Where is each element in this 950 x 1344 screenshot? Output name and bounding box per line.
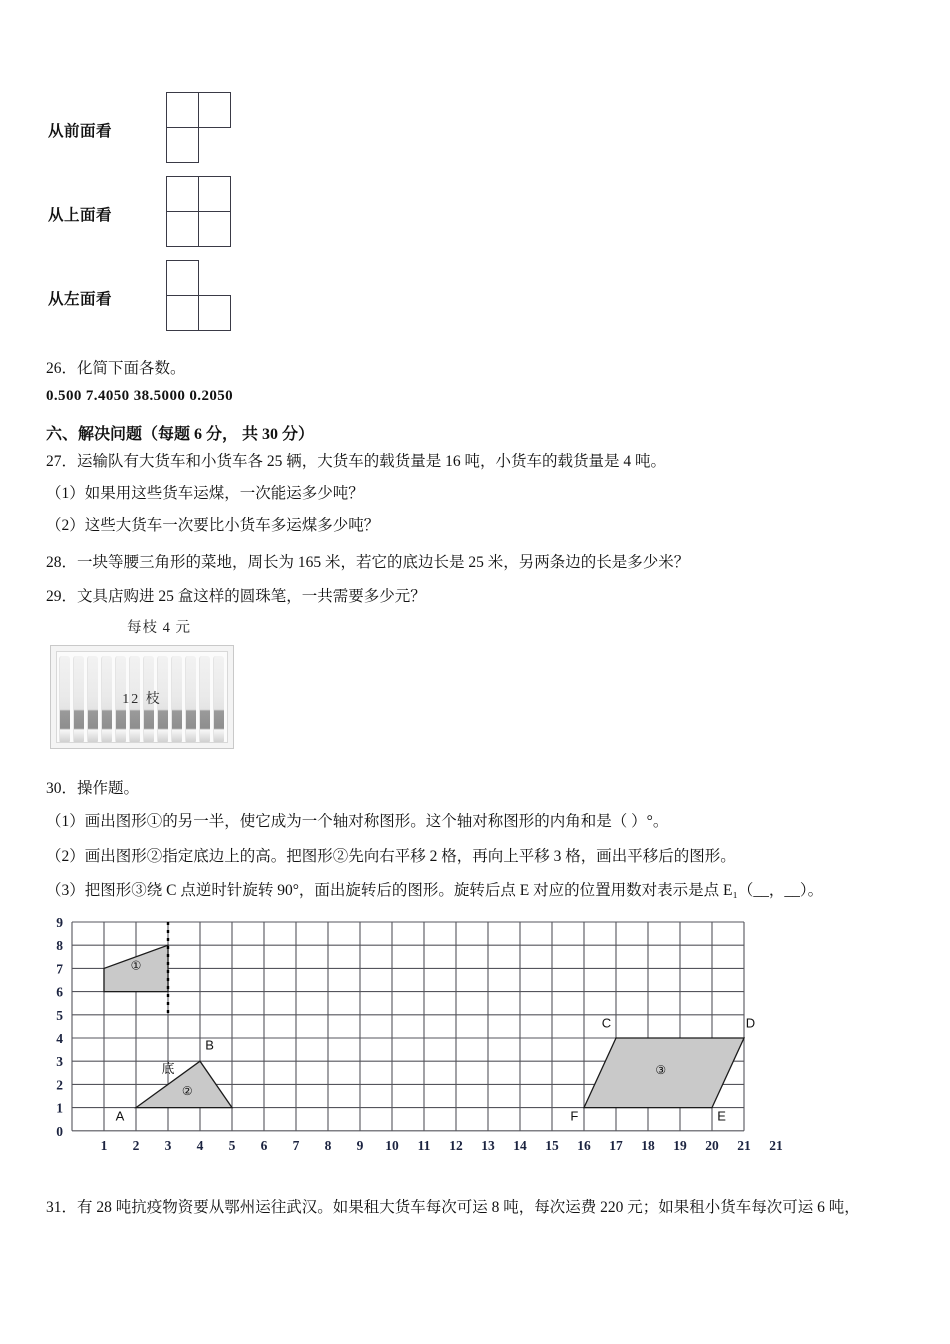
grid-y-tick-8: 8	[56, 938, 63, 954]
grid-shape-label-3: ③	[655, 1062, 667, 1077]
top-cell-tr	[198, 176, 231, 212]
question-29-stem: 29．文具店购进 25 盒这样的圆珠笔，一共需要多少元？	[46, 588, 426, 605]
grid-point-label-4: D	[745, 1015, 756, 1031]
grid-x-tick-4: 5	[228, 1137, 236, 1153]
grid-y-tick-3: 3	[56, 1054, 63, 1070]
grid-x-tick-21: 21	[769, 1137, 783, 1153]
grid-y-tick-0: 0	[56, 1123, 63, 1139]
pen-box-figure	[50, 616, 250, 749]
grid-shape-label-1: ①	[130, 958, 142, 973]
front-cell-tl	[166, 92, 199, 128]
front-cell-tr	[198, 92, 231, 128]
grid-x-tick-3: 4	[196, 1137, 204, 1153]
grid-point-label-0: A	[115, 1108, 125, 1124]
grid-x-tick-1: 2	[132, 1137, 140, 1153]
left-view-label: 从左面看	[48, 291, 113, 308]
pen-box-inner	[56, 651, 228, 743]
top-cell-br	[198, 211, 231, 247]
grid-x-tick-19: 20	[705, 1137, 719, 1153]
grid-x-tick-10: 11	[417, 1137, 431, 1153]
left-view-row	[48, 256, 368, 340]
question-30-part-1: （1）画出图形①的另一半，使它成为一个轴对称图形。这个轴对称图形的内角和是（ ）°。	[46, 813, 669, 830]
grid-y-tick-4: 4	[56, 1031, 63, 1046]
grid-x-tick-17: 18	[641, 1137, 655, 1153]
grid-x-tick-16: 17	[609, 1137, 623, 1153]
top-cell-bl	[166, 211, 199, 247]
question-31-stem: 31．有 28 吨抗疫物资要从鄂州运往武汉。如果租大货车每次可运 8 吨，每次运费 220 元；如果租小货车每次可运 6 吨，	[46, 1199, 860, 1216]
question-27-part-2: （2）这些大货车一次要比小货车多运煤多少吨？	[46, 517, 380, 534]
pen-price-label: 每枝 4 元	[127, 620, 191, 636]
grid-x-tick-9: 10	[385, 1137, 399, 1153]
grid-x-tick-14: 15	[545, 1137, 559, 1153]
left-cell-tl	[166, 260, 199, 296]
grid-x-tick-15: 16	[577, 1137, 591, 1153]
top-view-shape	[166, 172, 286, 256]
grid-x-tick-20: 21	[737, 1137, 751, 1153]
coordinate-grid-figure	[42, 908, 802, 1158]
grid-point-label-1: B	[205, 1037, 214, 1053]
grid-y-tick-5: 5	[56, 1007, 63, 1023]
front-view-label: 从前面看	[48, 123, 113, 140]
grid-y-tick-6: 6	[56, 984, 63, 1000]
question-30-part-2: （2）画出图形②指定底边上的高。把图形②先向右平移 2 格，再向上平移 3 格，画出平移后的图形。	[46, 848, 736, 865]
pen-box	[50, 645, 234, 749]
grid-x-tick-6: 7	[292, 1137, 300, 1153]
grid-y-tick-1: 1	[56, 1100, 63, 1116]
grid-x-tick-5: 6	[260, 1137, 268, 1153]
three-views-figure	[48, 88, 368, 340]
grid-x-tick-2: 3	[164, 1137, 172, 1153]
grid-y-tick-7: 7	[56, 961, 63, 977]
front-cell-bl	[166, 127, 199, 163]
section-6-heading: 六、解决问题（每题 6 分， 共 30 分）	[46, 426, 315, 443]
grid-x-tick-8: 9	[356, 1137, 364, 1153]
top-view-label: 从上面看	[48, 207, 113, 224]
grid-x-tick-12: 13	[481, 1137, 495, 1153]
grid-x-tick-11: 12	[449, 1137, 463, 1153]
pen-count-label: 12 枝	[122, 692, 162, 707]
left-view-shape	[166, 256, 286, 340]
coordinate-grid-svg	[42, 908, 802, 1158]
question-28-stem: 28．一块等腰三角形的菜地，周长为 165 米，若它的底边长是 25 米，另两条边的长是多少米？	[46, 554, 690, 571]
grid-x-tick-13: 14	[513, 1137, 527, 1153]
question-30-part-3: （3）把图形③绕 C 点逆时针旋转 90°，面出旋转后的图形。旋转后点 E 对应的位置用数对表示是点 E₁（__，__）。	[46, 882, 824, 899]
grid-point-label-2: 底	[161, 1060, 175, 1076]
left-cell-bl	[166, 295, 199, 331]
front-view-shape	[166, 88, 286, 172]
grid-y-tick-2: 2	[56, 1077, 63, 1093]
grid-x-tick-7: 8	[324, 1137, 332, 1153]
question-26-numbers: 0.500 7.4050 38.5000 0.2050	[46, 388, 234, 404]
top-view-row	[48, 172, 368, 256]
grid-shape-label-2: ②	[181, 1083, 193, 1098]
grid-point-label-3: C	[601, 1015, 612, 1031]
question-26-stem: 26．化简下面各数。	[46, 360, 186, 377]
question-30-stem: 30．操作题。	[46, 780, 140, 797]
grid-point-label-5: E	[717, 1108, 726, 1124]
left-cell-br	[198, 295, 231, 331]
grid-x-tick-18: 19	[673, 1137, 687, 1153]
question-27-part-1: （1）如果用这些货车运煤，一次能运多少吨？	[46, 485, 364, 502]
question-27-stem: 27．运输队有大货车和小货车各 25 辆，大货车的载货量是 16 吨，小货车的载货量是 4 吨。	[46, 453, 667, 470]
grid-point-label-6: F	[570, 1108, 579, 1124]
front-view-row	[48, 88, 368, 172]
grid-x-tick-0: 1	[100, 1137, 108, 1153]
top-cell-tl	[166, 176, 199, 212]
grid-y-tick-9: 9	[56, 915, 63, 930]
